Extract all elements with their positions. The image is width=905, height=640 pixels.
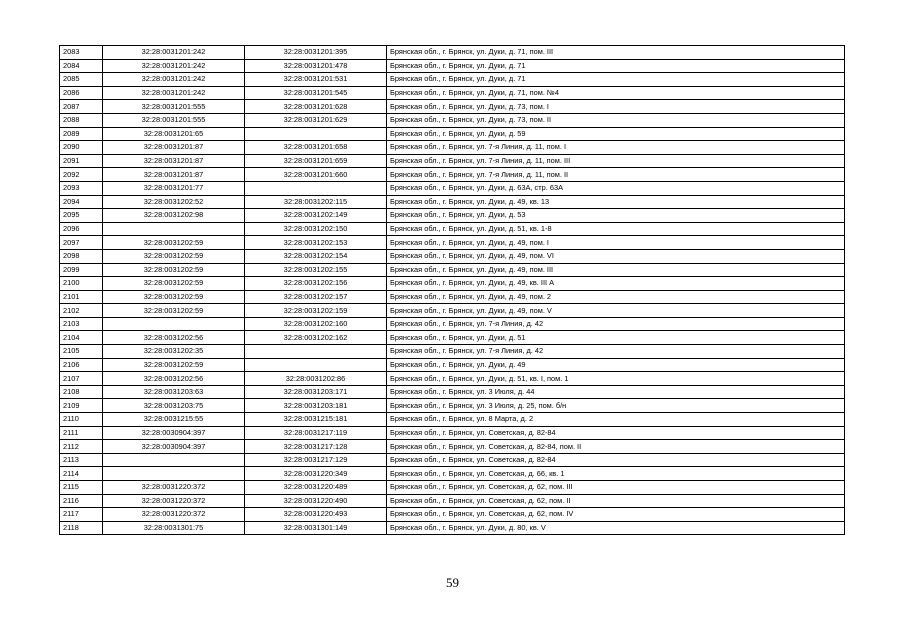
- table-row: [60, 195, 845, 209]
- row-number-cell: 2114: [60, 467, 103, 481]
- object-cadastral-number-cell: [245, 181, 387, 195]
- land-cadastral-number-cell: 32:28:0031201:242: [103, 46, 245, 60]
- address-cell: Брянская обл., г. Брянск, ул. Советская, д. 62, пом. III: [387, 481, 845, 495]
- object-cadastral-number-cell: 32:28:0031203:181: [245, 399, 387, 413]
- table-row: [60, 59, 845, 73]
- row-number-cell: 2117: [60, 508, 103, 522]
- row-number-cell: 2111: [60, 426, 103, 440]
- row-number-cell: 2106: [60, 358, 103, 372]
- address-cell: Брянская обл., г. Брянск, ул. Дуки, д. 49, пом. III: [387, 263, 845, 277]
- object-cadastral-number-cell: 32:28:0031220:349: [245, 467, 387, 481]
- row-number-cell: 2086: [60, 86, 103, 100]
- land-cadastral-number-cell: 32:28:0031201:87: [103, 168, 245, 182]
- table-row: [60, 413, 845, 427]
- land-cadastral-number-cell: 32:28:0031202:59: [103, 290, 245, 304]
- row-number-cell: 2110: [60, 413, 103, 427]
- table-row: [60, 399, 845, 413]
- address-cell: Брянская обл., г. Брянск, ул. Дуки, д. 71, пом. №4: [387, 86, 845, 100]
- row-number-cell: 2113: [60, 453, 103, 467]
- object-cadastral-number-cell: 32:28:0031217:128: [245, 440, 387, 454]
- land-cadastral-number-cell: 32:28:0031202:59: [103, 304, 245, 318]
- object-cadastral-number-cell: 32:28:0031202:86: [245, 372, 387, 386]
- object-cadastral-number-cell: 32:28:0031201:660: [245, 168, 387, 182]
- page-number: 59: [446, 575, 459, 590]
- object-cadastral-number-cell: [245, 345, 387, 359]
- row-number-cell: 2116: [60, 494, 103, 508]
- row-number-cell: 2083: [60, 46, 103, 60]
- land-cadastral-number-cell: 32:28:0031220:372: [103, 494, 245, 508]
- land-cadastral-number-cell: 32:28:0031215:55: [103, 413, 245, 427]
- table-row: [60, 345, 845, 359]
- row-number-cell: 2102: [60, 304, 103, 318]
- land-cadastral-number-cell: 32:28:0031203:75: [103, 399, 245, 413]
- table-row: [60, 168, 845, 182]
- table-row: [60, 372, 845, 386]
- address-cell: Брянская обл., г. Брянск, ул. Дуки, д. 53: [387, 209, 845, 223]
- object-cadastral-number-cell: 32:28:0031301:149: [245, 521, 387, 535]
- table-row: [60, 127, 845, 141]
- address-cell: Брянская обл., г. Брянск, ул. Дуки, д. 63А, стр. 63А: [387, 181, 845, 195]
- object-cadastral-number-cell: 32:28:0031201:658: [245, 141, 387, 155]
- address-cell: Брянская обл., г. Брянск, ул. Дуки, д. 49, пом. VI: [387, 249, 845, 263]
- land-cadastral-number-cell: 32:28:0031202:59: [103, 263, 245, 277]
- land-cadastral-number-cell: 32:28:0031202:52: [103, 195, 245, 209]
- row-number-cell: 2089: [60, 127, 103, 141]
- table-row: [60, 440, 845, 454]
- address-cell: Брянская обл., г. Брянск, ул. 7-я Линия, д. 11, пом. I: [387, 141, 845, 155]
- row-number-cell: 2105: [60, 345, 103, 359]
- row-number-cell: 2092: [60, 168, 103, 182]
- property-register-table: [59, 45, 845, 535]
- land-cadastral-number-cell: 32:28:0031202:59: [103, 277, 245, 291]
- row-number-cell: 2101: [60, 290, 103, 304]
- address-cell: Брянская обл., г. Брянск, ул. 7-я Линия, д. 11, пом. II: [387, 168, 845, 182]
- address-cell: Брянская обл., г. Брянск, ул. Советская, д. 82-84, пом. II: [387, 440, 845, 454]
- address-cell: Брянская обл., г. Брянск, ул. 7-я Линия, д. 11, пом. III: [387, 154, 845, 168]
- table-row: [60, 385, 845, 399]
- land-cadastral-number-cell: 32:28:0031202:56: [103, 372, 245, 386]
- address-cell: Брянская обл., г. Брянск, ул. Дуки, д. 59: [387, 127, 845, 141]
- row-number-cell: 2090: [60, 141, 103, 155]
- table-row: [60, 481, 845, 495]
- land-cadastral-number-cell: [103, 467, 245, 481]
- object-cadastral-number-cell: 32:28:0031201:395: [245, 46, 387, 60]
- address-cell: Брянская обл., г. Брянск, ул. Дуки, д. 49, пом. 2: [387, 290, 845, 304]
- address-cell: Брянская обл., г. Брянск, ул. 3 Июля, д. 25, пом. б/н: [387, 399, 845, 413]
- address-cell: Брянская обл., г. Брянск, ул. 7-я Линия, д. 42: [387, 317, 845, 331]
- row-number-cell: 2094: [60, 195, 103, 209]
- land-cadastral-number-cell: 32:28:0031220:372: [103, 481, 245, 495]
- object-cadastral-number-cell: 32:28:0031202:155: [245, 263, 387, 277]
- address-cell: Брянская обл., г. Брянск, ул. 3 Июля, д. 44: [387, 385, 845, 399]
- row-number-cell: 2091: [60, 154, 103, 168]
- row-number-cell: 2103: [60, 317, 103, 331]
- address-cell: Брянская обл., г. Брянск, ул. Дуки, д. 49: [387, 358, 845, 372]
- land-cadastral-number-cell: 32:28:0031202:98: [103, 209, 245, 223]
- land-cadastral-number-cell: [103, 222, 245, 236]
- object-cadastral-number-cell: 32:28:0031202:149: [245, 209, 387, 223]
- table-row: [60, 141, 845, 155]
- land-cadastral-number-cell: 32:28:0030904:397: [103, 426, 245, 440]
- table-row: [60, 154, 845, 168]
- table-row: [60, 181, 845, 195]
- land-cadastral-number-cell: 32:28:0031301:75: [103, 521, 245, 535]
- object-cadastral-number-cell: [245, 127, 387, 141]
- table-row: [60, 331, 845, 345]
- object-cadastral-number-cell: 32:28:0031202:157: [245, 290, 387, 304]
- table-row: [60, 467, 845, 481]
- row-number-cell: 2087: [60, 100, 103, 114]
- land-cadastral-number-cell: 32:28:0031201:87: [103, 141, 245, 155]
- row-number-cell: 2093: [60, 181, 103, 195]
- object-cadastral-number-cell: 32:28:0031202:160: [245, 317, 387, 331]
- object-cadastral-number-cell: 32:28:0031201:478: [245, 59, 387, 73]
- address-cell: Брянская обл., г. Брянск, ул. Советская, д. 66, кв. 1: [387, 467, 845, 481]
- object-cadastral-number-cell: 32:28:0031202:154: [245, 249, 387, 263]
- object-cadastral-number-cell: 32:28:0031220:490: [245, 494, 387, 508]
- object-cadastral-number-cell: 32:28:0031201:628: [245, 100, 387, 114]
- address-cell: Брянская обл., г. Брянск, ул. Дуки, д. 51: [387, 331, 845, 345]
- table-row: [60, 209, 845, 223]
- table-row: [60, 73, 845, 87]
- address-cell: Брянская обл., г. Брянск, ул. Дуки, д. 73, пом. I: [387, 100, 845, 114]
- land-cadastral-number-cell: [103, 317, 245, 331]
- object-cadastral-number-cell: 32:28:0031201:531: [245, 73, 387, 87]
- table-row: [60, 521, 845, 535]
- row-number-cell: 2085: [60, 73, 103, 87]
- land-cadastral-number-cell: 32:28:0031201:242: [103, 86, 245, 100]
- address-cell: Брянская обл., г. Брянск, ул. Дуки, д. 73, пом. II: [387, 113, 845, 127]
- address-cell: Брянская обл., г. Брянск, ул. Дуки, д. 49, кв. 13: [387, 195, 845, 209]
- land-cadastral-number-cell: 32:28:0030904:397: [103, 440, 245, 454]
- row-number-cell: 2112: [60, 440, 103, 454]
- land-cadastral-number-cell: 32:28:0031201:87: [103, 154, 245, 168]
- land-cadastral-number-cell: 32:28:0031201:242: [103, 73, 245, 87]
- address-cell: Брянская обл., г. Брянск, ул. Дуки, д. 80, кв. V: [387, 521, 845, 535]
- row-number-cell: 2100: [60, 277, 103, 291]
- land-cadastral-number-cell: 32:28:0031202:59: [103, 249, 245, 263]
- address-cell: Брянская обл., г. Брянск, ул. Дуки, д. 49, пом. I: [387, 236, 845, 250]
- object-cadastral-number-cell: 32:28:0031220:489: [245, 481, 387, 495]
- row-number-cell: 2115: [60, 481, 103, 495]
- object-cadastral-number-cell: 32:28:0031202:162: [245, 331, 387, 345]
- address-cell: Брянская обл., г. Брянск, ул. Советская, д. 62, пом. IV: [387, 508, 845, 522]
- land-cadastral-number-cell: 32:28:0031201:555: [103, 100, 245, 114]
- table-row: [60, 100, 845, 114]
- address-cell: Брянская обл., г. Брянск, ул. Советская, д. 82-84: [387, 453, 845, 467]
- address-cell: Брянская обл., г. Брянск, ул. Дуки, д. 51, кв. 1-8: [387, 222, 845, 236]
- object-cadastral-number-cell: 32:28:0031217:119: [245, 426, 387, 440]
- row-number-cell: 2084: [60, 59, 103, 73]
- table-row: [60, 113, 845, 127]
- object-cadastral-number-cell: 32:28:0031202:115: [245, 195, 387, 209]
- object-cadastral-number-cell: 32:28:0031202:156: [245, 277, 387, 291]
- object-cadastral-number-cell: 32:28:0031215:181: [245, 413, 387, 427]
- table-row: [60, 453, 845, 467]
- table-row: [60, 236, 845, 250]
- table-row: [60, 494, 845, 508]
- row-number-cell: 2104: [60, 331, 103, 345]
- table-row: [60, 86, 845, 100]
- land-cadastral-number-cell: 32:28:0031202:59: [103, 236, 245, 250]
- table-row: [60, 46, 845, 60]
- land-cadastral-number-cell: 32:28:0031203:63: [103, 385, 245, 399]
- object-cadastral-number-cell: 32:28:0031202:150: [245, 222, 387, 236]
- object-cadastral-number-cell: 32:28:0031220:493: [245, 508, 387, 522]
- row-number-cell: 2097: [60, 236, 103, 250]
- object-cadastral-number-cell: [245, 358, 387, 372]
- row-number-cell: 2118: [60, 521, 103, 535]
- address-cell: Брянская обл., г. Брянск, ул. Дуки, д. 71: [387, 73, 845, 87]
- land-cadastral-number-cell: [103, 453, 245, 467]
- object-cadastral-number-cell: 32:28:0031201:659: [245, 154, 387, 168]
- address-cell: Брянская обл., г. Брянск, ул. 7-я Линия, д. 42: [387, 345, 845, 359]
- object-cadastral-number-cell: 32:28:0031201:629: [245, 113, 387, 127]
- row-number-cell: 2098: [60, 249, 103, 263]
- address-cell: Брянская обл., г. Брянск, ул. Советская, д. 62, пом. II: [387, 494, 845, 508]
- table-row: [60, 317, 845, 331]
- object-cadastral-number-cell: 32:28:0031202:153: [245, 236, 387, 250]
- address-cell: Брянская обл., г. Брянск, ул. Дуки, д. 49, пом. V: [387, 304, 845, 318]
- object-cadastral-number-cell: 32:28:0031201:545: [245, 86, 387, 100]
- table-row: [60, 249, 845, 263]
- row-number-cell: 2088: [60, 113, 103, 127]
- land-cadastral-number-cell: 32:28:0031202:56: [103, 331, 245, 345]
- object-cadastral-number-cell: 32:28:0031202:159: [245, 304, 387, 318]
- table-row: [60, 508, 845, 522]
- table-row: [60, 263, 845, 277]
- land-cadastral-number-cell: 32:28:0031201:77: [103, 181, 245, 195]
- table-row: [60, 290, 845, 304]
- address-cell: Брянская обл., г. Брянск, ул. 8 Марта, д. 2: [387, 413, 845, 427]
- table-row: [60, 222, 845, 236]
- row-number-cell: 2107: [60, 372, 103, 386]
- register-table-body: [60, 46, 845, 535]
- row-number-cell: 2109: [60, 399, 103, 413]
- table-row: [60, 277, 845, 291]
- land-cadastral-number-cell: 32:28:0031201:555: [103, 113, 245, 127]
- land-cadastral-number-cell: 32:28:0031220:372: [103, 508, 245, 522]
- land-cadastral-number-cell: 32:28:0031201:65: [103, 127, 245, 141]
- row-number-cell: 2096: [60, 222, 103, 236]
- row-number-cell: 2108: [60, 385, 103, 399]
- land-cadastral-number-cell: 32:28:0031202:59: [103, 358, 245, 372]
- address-cell: Брянская обл., г. Брянск, ул. Дуки, д. 51, кв. I, пом. 1: [387, 372, 845, 386]
- address-cell: Брянская обл., г. Брянск, ул. Дуки, д. 71: [387, 59, 845, 73]
- object-cadastral-number-cell: 32:28:0031203:171: [245, 385, 387, 399]
- address-cell: Брянская обл., г. Брянск, ул. Дуки, д. 49, кв. III А: [387, 277, 845, 291]
- address-cell: Брянская обл., г. Брянск, ул. Советская, д. 82-84: [387, 426, 845, 440]
- table-row: [60, 426, 845, 440]
- row-number-cell: 2095: [60, 209, 103, 223]
- land-cadastral-number-cell: 32:28:0031202:35: [103, 345, 245, 359]
- address-cell: Брянская обл., г. Брянск, ул. Дуки, д. 71, пом. III: [387, 46, 845, 60]
- row-number-cell: 2099: [60, 263, 103, 277]
- land-cadastral-number-cell: 32:28:0031201:242: [103, 59, 245, 73]
- table-row: [60, 358, 845, 372]
- table-row: [60, 304, 845, 318]
- object-cadastral-number-cell: 32:28:0031217:129: [245, 453, 387, 467]
